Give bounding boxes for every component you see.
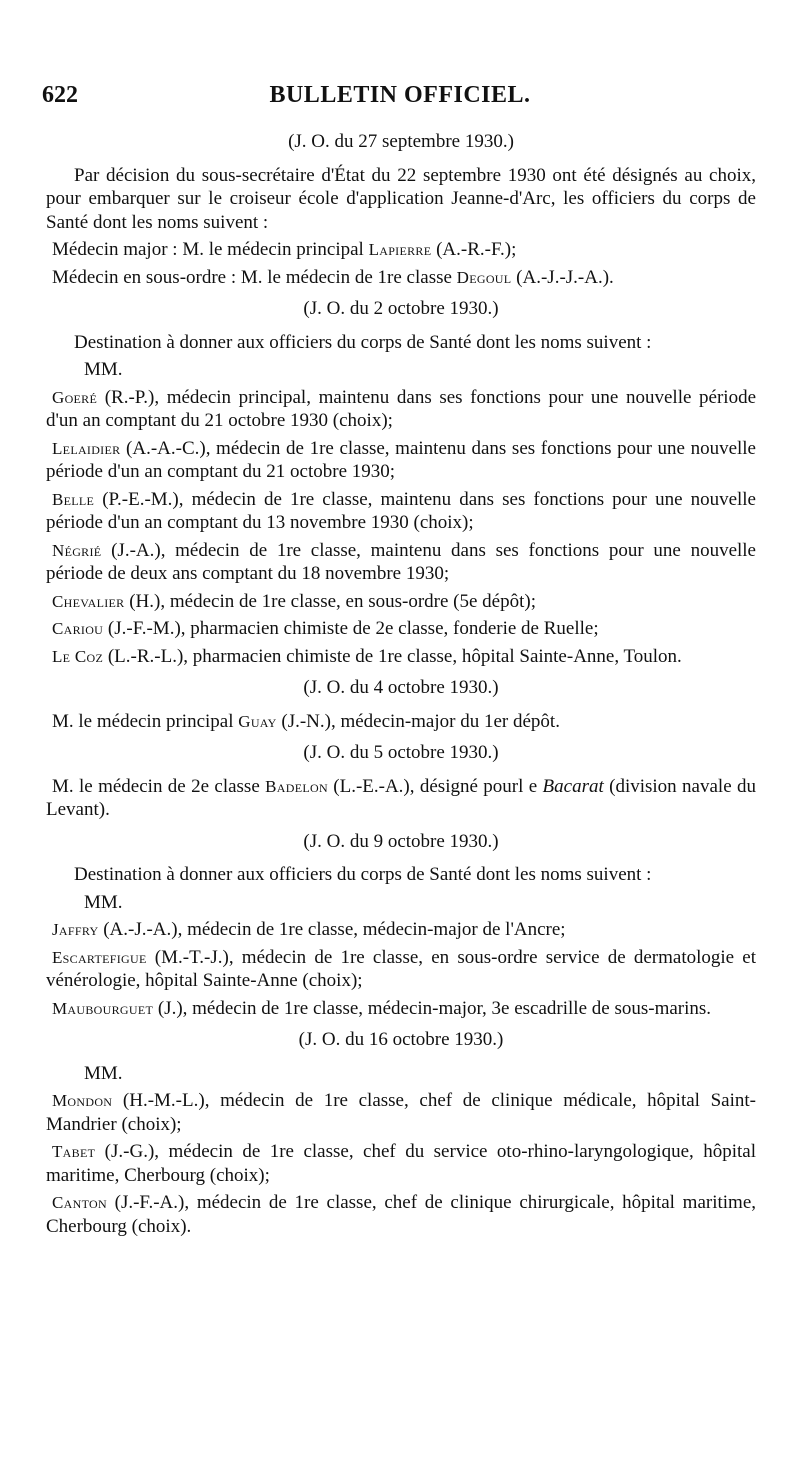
section-3 xyxy=(46,741,756,822)
officer-name: Canton xyxy=(52,1193,107,1212)
page-number: 622 xyxy=(42,82,78,108)
officer-entry: Chevalier (H.), médecin de 1re classe, en sous-ordre (5e dépôt); xyxy=(52,590,536,612)
officer-entry: Belle (P.-E.-M.), médecin de 1re classe, maintenu dans ses fonctions pour une nouvelle période d'un an comptant du 13 novembre 1930 (choix); xyxy=(46,488,756,533)
officer-name: Goeré xyxy=(52,387,98,407)
officer-name: Belle xyxy=(52,489,95,509)
appointment-line: Médecin major : M. le médecin principal Lapierre (A.-R.-F.); xyxy=(52,239,517,260)
officer-name: Jaffry xyxy=(52,920,99,939)
salutation: MM. xyxy=(84,1062,123,1084)
ship-name: Bacarat xyxy=(542,775,604,797)
appointment-line: M. le médecin de 2e classe Badelon (L.-E.-A.), désigné pourl e Bacarat (division navale du Levant). xyxy=(46,775,756,820)
section-4 xyxy=(46,830,756,1021)
officer-name: Escartefigue xyxy=(52,947,147,967)
section-intro: Destination à donner aux officiers du corps de Santé dont les noms suivent : xyxy=(74,331,652,353)
officer-name: Le Coz xyxy=(52,646,104,666)
officer-entry: Mondon (H.-M.-L.), médecin de 1re classe, chef de clinique médicale, hôpital Saint-Mandrier (choix); xyxy=(46,1090,756,1135)
officer-name: Négrié xyxy=(52,540,102,560)
officer-name: Cariou xyxy=(52,619,104,638)
salutation: MM. xyxy=(84,891,123,913)
officer-entry: Goeré (R.-P.), médecin principal, maintenu dans ses fonctions pour une nouvelle période d'un an comptant du 21 octobre 1930 (choix); xyxy=(46,386,756,431)
officer-entry: Jaffry (A.-J.-A.), médecin de 1re classe, médecin-major de l'Ancre; xyxy=(52,919,566,940)
officer-entry: Canton (J.-F.-A.), médecin de 1re classe, chef de clinique chirurgicale, hôpital maritime, Cherbourg (choix). xyxy=(46,1192,756,1237)
officer-name: Degoul xyxy=(456,267,512,287)
page-title: BULLETIN OFFICIEL. xyxy=(269,82,531,108)
officer-name: Maubourguet xyxy=(52,998,154,1018)
page-header xyxy=(0,78,800,118)
officer-name: Lelaidier xyxy=(52,438,121,458)
officer-name: Guay xyxy=(238,711,277,731)
section-intro: Destination à donner aux officiers du corps de Santé dont les noms suivent : xyxy=(74,864,652,885)
journal-reference: (J. O. du 27 septembre 1930.) xyxy=(288,131,514,152)
section-5 xyxy=(46,1028,756,1238)
officer-entry: Maubourguet (J.), médecin de 1re classe, médecin-major, 3e escadrille de sous-marins. xyxy=(52,997,712,1019)
journal-reference: (J. O. du 9 octobre 1930.) xyxy=(303,830,499,852)
journal-reference: (J. O. du 16 octobre 1930.) xyxy=(298,1029,504,1050)
officer-name: Mondon xyxy=(52,1091,113,1110)
officer-entry: Le Coz (L.-R.-L.), pharmacien chimiste de 1re classe, hôpital Sainte-Anne, Toulon. xyxy=(52,645,682,667)
section-0 xyxy=(46,130,756,289)
officer-name: Lapierre xyxy=(368,240,432,259)
appointment-line: M. le médecin principal Guay (J.-N.), médecin-major du 1er dépôt. xyxy=(52,710,560,732)
appointment-line: Médecin en sous-ordre : M. le médecin de 1re classe Degoul (A.-J.-J.-A.). xyxy=(52,266,614,288)
document-body xyxy=(46,122,756,1242)
journal-reference: (J. O. du 4 octobre 1930.) xyxy=(303,677,499,698)
journal-reference: (J. O. du 5 octobre 1930.) xyxy=(303,742,499,763)
officer-name: Tabet xyxy=(52,1142,96,1161)
salutation: MM. xyxy=(84,359,123,380)
officer-entry: Tabet (J.-G.), médecin de 1re classe, chef du service oto-rhino-laryngologique, hôpital maritime, Cherbourg (choix); xyxy=(46,1141,756,1186)
officer-entry: Négrié (J.-A.), médecin de 1re classe, maintenu dans ses fonctions pour une nouvelle période de deux ans comptant du 18 novembre 1930; xyxy=(46,539,756,584)
officer-name: Chevalier xyxy=(52,591,125,611)
officer-entry: Lelaidier (A.-A.-C.), médecin de 1re classe, maintenu dans ses fonctions pour une nouvelle période d'un an comptant du 21 octobre 1930; xyxy=(46,437,756,482)
officer-name: Badelon xyxy=(265,776,328,796)
section-2 xyxy=(46,676,756,733)
journal-reference: (J. O. du 2 octobre 1930.) xyxy=(303,298,499,319)
officer-entry: Cariou (J.-F.-M.), pharmacien chimiste de 2e classe, fonderie de Ruelle; xyxy=(52,618,599,639)
section-1 xyxy=(46,297,756,668)
section-intro: Par décision du sous-secrétaire d'État du 22 septembre 1930 ont été désignés au choix, pour embarquer sur le croiseur école d'application Jeanne-d'Arc, les officiers du corps de Santé dont les noms suivent : xyxy=(46,164,756,233)
officer-entry: Escartefigue (M.-T.-J.), médecin de 1re classe, en sous-ordre service de dermatologie et vénérologie, hôpital Sainte-Anne (choix); xyxy=(46,946,756,991)
